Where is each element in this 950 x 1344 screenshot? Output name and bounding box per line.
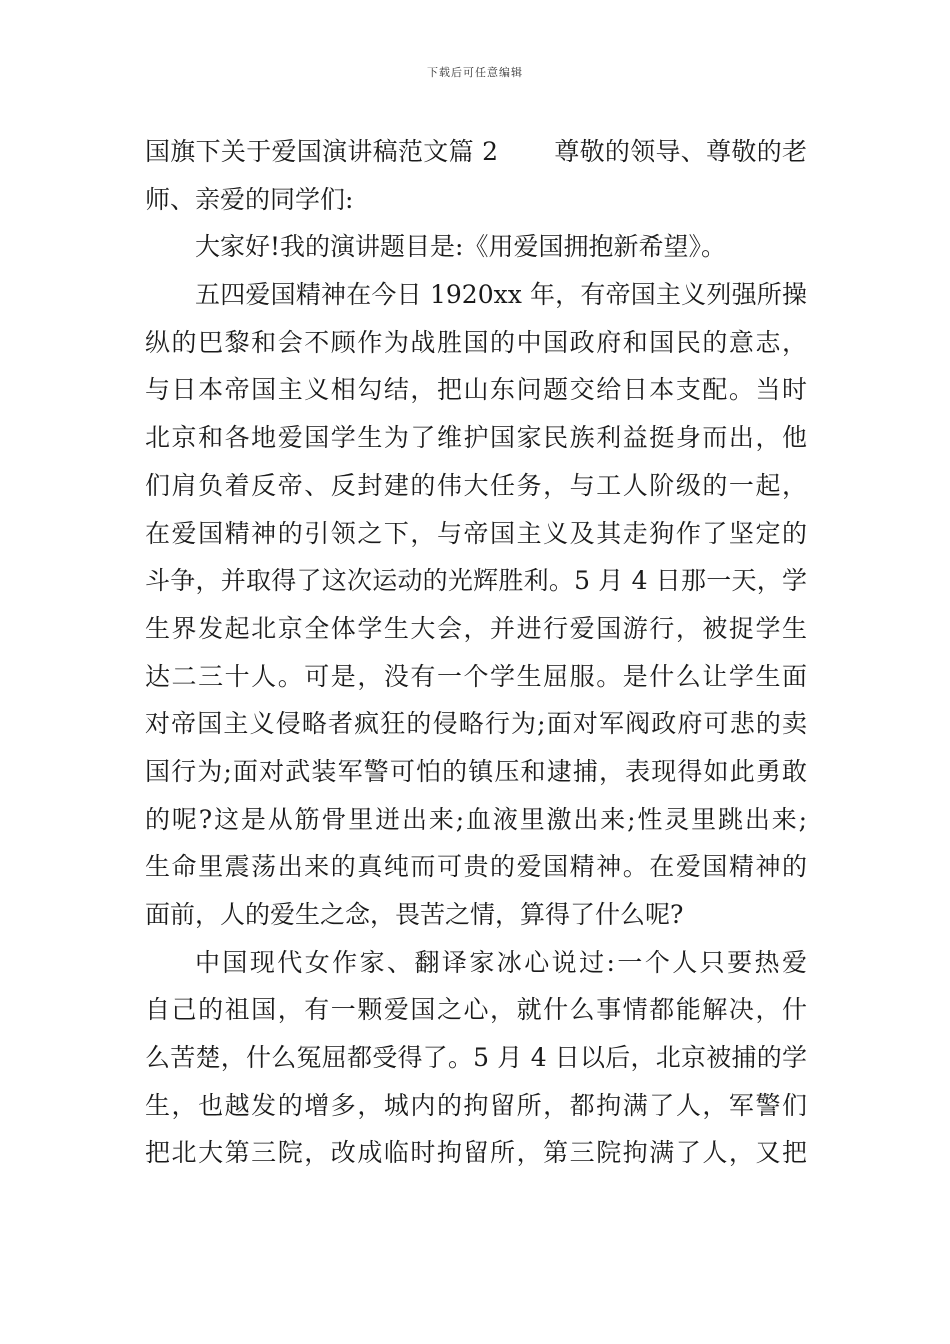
paragraph-line: 生，也越发的增多，城内的拘留所，都拘满了人，军警们: [145, 1090, 807, 1120]
paragraph-line: 对帝国主义侵略者疯狂的侵略行为;面对军阀政府可悲的卖: [145, 709, 807, 739]
paragraph-line: 自己的祖国，有一颗爱国之心，就什么事情都能解决，什: [145, 995, 807, 1025]
paragraph-line: 大家好!我的演讲题目是:《用爱国拥抱新希望》。: [195, 232, 726, 262]
paragraph-line: 生界发起北京全体学生大会，并进行爱国游行，被捉学生: [145, 613, 807, 643]
paragraph-line: 国行为;面对武装军警可怕的镇压和逮捕，表现得如此勇敢: [145, 756, 807, 786]
header-note: 下载后可任意编辑: [427, 66, 523, 79]
paragraph-line: 斗争，并取得了这次运动的光辉胜利。5 月 4 日那一天，学: [145, 566, 807, 596]
document-body: [145, 128, 807, 1177]
paragraph-line: 的呢?这是从筋骨里迸出来;血液里激出来;性灵里跳出来;: [145, 804, 807, 834]
paragraph-line: 纵的巴黎和会不顾作为战胜国的中国政府和国民的意志，: [145, 327, 807, 357]
paragraph-line: 师、亲爱的同学们:: [145, 184, 354, 214]
title-line: [145, 128, 807, 176]
paragraph-line: 们肩负着反帝、反封建的伟大任务，与工人阶级的一起，: [145, 470, 807, 500]
paragraph-line: 面前，人的爱生之念，畏苦之情，算得了什么呢?: [145, 900, 684, 929]
paragraph-line: 在爱国精神的引领之下，与帝国主义及其走狗作了坚定的: [145, 518, 807, 548]
paragraph-line: 五四爱国精神在今日 1920xx 年，有帝国主义列强所操: [195, 280, 807, 310]
paragraph-line: 么苦楚，什么冤屈都受得了。5 月 4 日以后，北京被捕的学: [145, 1043, 807, 1073]
paragraph-line: 中国现代女作家、翻译家冰心说过:一个人只要热爱: [195, 947, 807, 977]
paragraph-line: 把北大第三院，改成临时拘留所，第三院拘满了人，又把: [145, 1138, 807, 1168]
paragraph-line: 北京和各地爱国学生为了维护国家民族利益挺身而出，他: [145, 423, 807, 453]
document-title: 国旗下关于爱国演讲稿范文篇 2: [145, 137, 499, 166]
paragraph-line: 达二三十人。可是，没有一个学生屈服。是什么让学生面: [145, 661, 807, 691]
paragraph-line: 与日本帝国主义相勾结，把山东问题交给日本支配。当时: [145, 375, 807, 405]
salutation-part-1: 尊敬的领导、尊敬的老: [554, 137, 807, 166]
paragraph-line: 生命里震荡出来的真纯而可贵的爱国精神。在爱国精神的: [145, 852, 807, 882]
